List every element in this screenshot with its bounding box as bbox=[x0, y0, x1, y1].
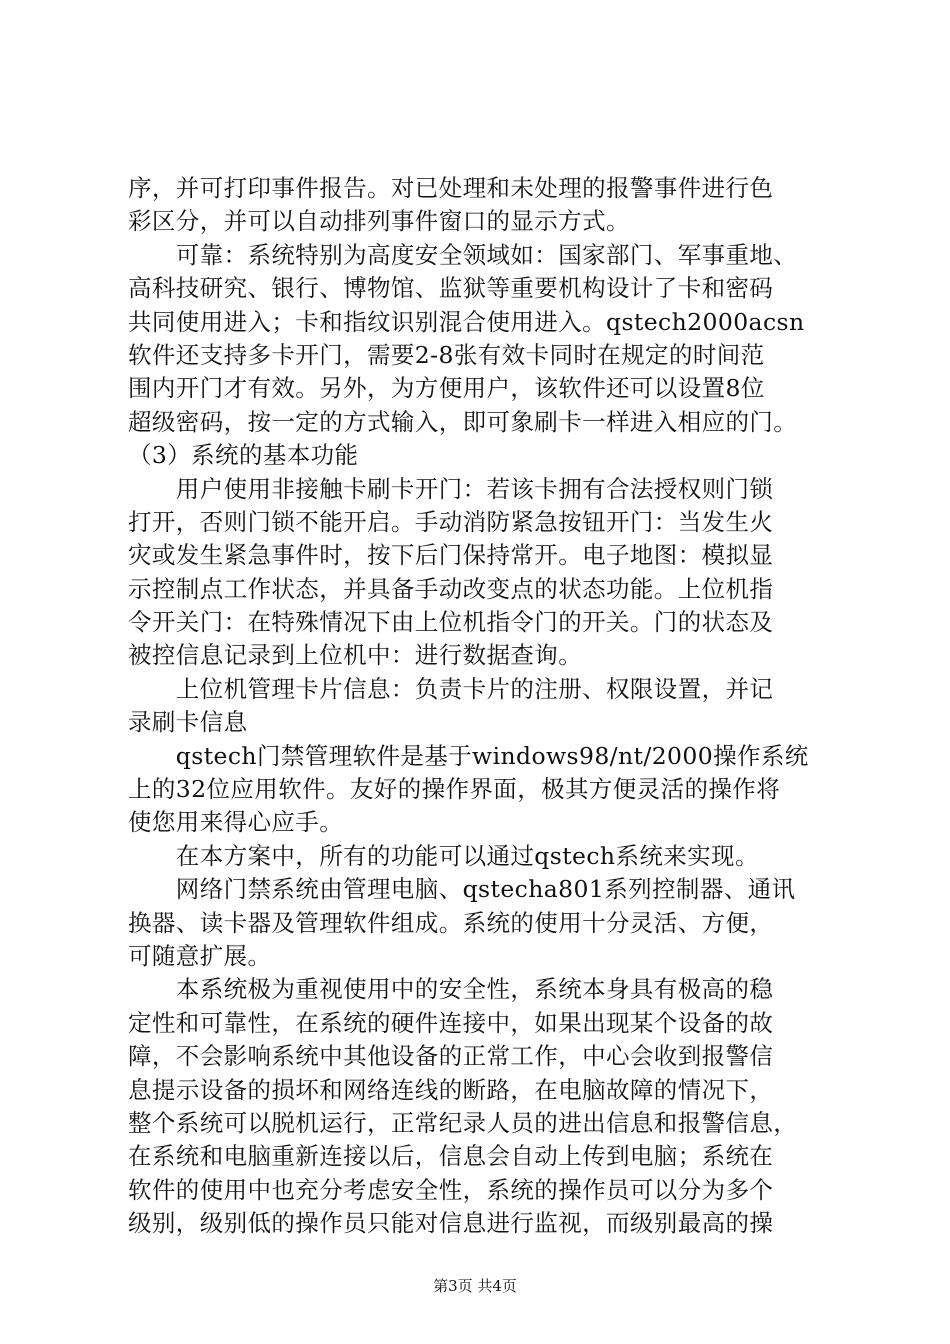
text-line: 换器、读卡器及管理软件组成。系统的使用十分灵活、方便， bbox=[128, 908, 774, 937]
text-line: 超级密码，按一定的方式输入，即可象刷卡一样进入相应的门。 bbox=[128, 407, 798, 436]
text-line: 序，并可打印事件报告。对已处理和未处理的报警事件进行色 bbox=[128, 174, 774, 202]
page-footer bbox=[0, 1276, 950, 1296]
text-line: qstech门禁管理软件是基于windows98/nt/2000操作系统 bbox=[128, 741, 809, 770]
text-line: 高科技研究、银行、博物馆、监狱等重要机构设计了卡和密码 bbox=[128, 274, 774, 303]
text-line: 示控制点工作状态，并具备手动改变点的状态功能。上位机指 bbox=[128, 574, 774, 603]
text-line: 软件还支持多卡开门，需要2-8张有效卡同时在规定的时间范 bbox=[128, 340, 765, 369]
text-line: 围内开门才有效。另外，为方便用户，该软件还可以设置8位 bbox=[128, 374, 765, 403]
text-line: 录刷卡信息 bbox=[128, 708, 248, 737]
text-line: 可随意扩展。 bbox=[128, 941, 272, 970]
text-line: 彩区分，并可以自动排列事件窗口的显示方式。 bbox=[128, 207, 630, 236]
text-line: 息提示设备的损坏和网络连线的断路，在电脑故障的情况下， bbox=[128, 1075, 774, 1104]
text-line: 上位机管理卡片信息：负责卡片的注册、权限设置，并记 bbox=[128, 674, 774, 703]
section-heading: （3）系统的基本功能 bbox=[128, 441, 359, 470]
page-number-label: 第3页 共4页 bbox=[433, 1277, 517, 1295]
text-line: 在本方案中，所有的功能可以通过qstech系统来实现。 bbox=[128, 841, 759, 870]
text-line: 用户使用非接触卡刷卡开门：若该卡拥有合法授权则门锁 bbox=[128, 474, 774, 503]
text-line: 网络门禁系统由管理电脑、qstecha801系列控制器、通讯 bbox=[128, 875, 796, 904]
text-line: 被控信息记录到上位机中：进行数据查询。 bbox=[128, 641, 583, 670]
text-line: 软件的使用中也充分考虑安全性，系统的操作员可以分为多个 bbox=[128, 1175, 774, 1204]
text-line: 定性和可靠性，在系统的硬件连接中，如果出现某个设备的故 bbox=[128, 1008, 774, 1037]
body-text bbox=[128, 172, 840, 1241]
text-line: 障，不会影响系统中其他设备的正常工作，中心会收到报警信 bbox=[128, 1042, 774, 1071]
text-line: 使您用来得心应手。 bbox=[128, 808, 344, 837]
text-line: 级别，级别低的操作员只能对信息进行监视，而级别最高的操 bbox=[128, 1209, 774, 1238]
text-line: 可靠：系统特别为高度安全领域如：国家部门、军事重地、 bbox=[128, 240, 798, 269]
text-line: 打开，否则门锁不能开启。手动消防紧急按钮开门：当发生火 bbox=[128, 507, 774, 536]
text-line: 共同使用进入；卡和指纹识别混合使用进入。qstech2000acsn bbox=[128, 307, 805, 336]
text-line: 在系统和电脑重新连接以后，信息会自动上传到电脑；系统在 bbox=[128, 1142, 774, 1171]
text-line: 本系统极为重视使用中的安全性，系统本身具有极高的稳 bbox=[128, 975, 774, 1004]
text-line: 整个系统可以脱机运行，正常纪录人员的进出信息和报警信息， bbox=[128, 1108, 798, 1137]
text-line: 令开关门：在特殊情况下由上位机指令门的开关。门的状态及 bbox=[128, 608, 774, 637]
text-line: 灾或发生紧急事件时，按下后门保持常开。电子地图：模拟显 bbox=[128, 541, 774, 570]
text-line: 上的32位应用软件。友好的操作界面，极其方便灵活的操作将 bbox=[128, 775, 781, 804]
